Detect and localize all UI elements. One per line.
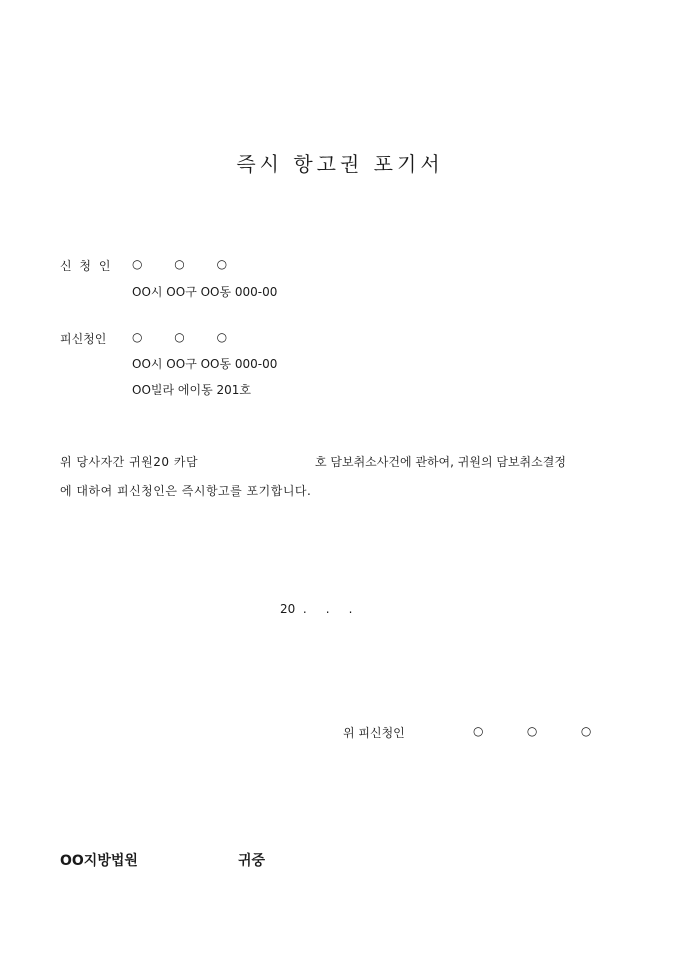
body-line-2: 에 대하여 피신청인은 즉시항고를 포기합니다.	[60, 484, 312, 498]
date-line: 20 . . .	[280, 602, 353, 616]
respect-suffix: 귀중	[238, 853, 266, 869]
body-line-1-part-b: 호 담보취소사건에 관하여, 귀원의 담보취소결정	[315, 455, 566, 469]
respondent-address-1: OO시 OO구 OO동 000-00	[132, 357, 278, 371]
applicant-label: 신 청 인	[60, 259, 113, 273]
respondent-address-2: OO빌라 에이동 201호	[132, 383, 251, 397]
signature-name: ○ ○ ○	[473, 724, 600, 738]
applicant-name: ○ ○ ○	[132, 257, 242, 271]
respondent-name: ○ ○ ○	[132, 330, 242, 344]
applicant-address: OO시 OO구 OO동 000-00	[132, 285, 278, 299]
court-name: OO지방법원	[60, 853, 138, 869]
signature-label: 위 피신청인	[343, 726, 405, 740]
document-title: 즉시 항고권 포기서	[236, 152, 444, 176]
respondent-label: 피신청인	[60, 332, 107, 346]
body-line-1-part-a: 위 당사자간 귀원20 카담	[60, 455, 199, 469]
